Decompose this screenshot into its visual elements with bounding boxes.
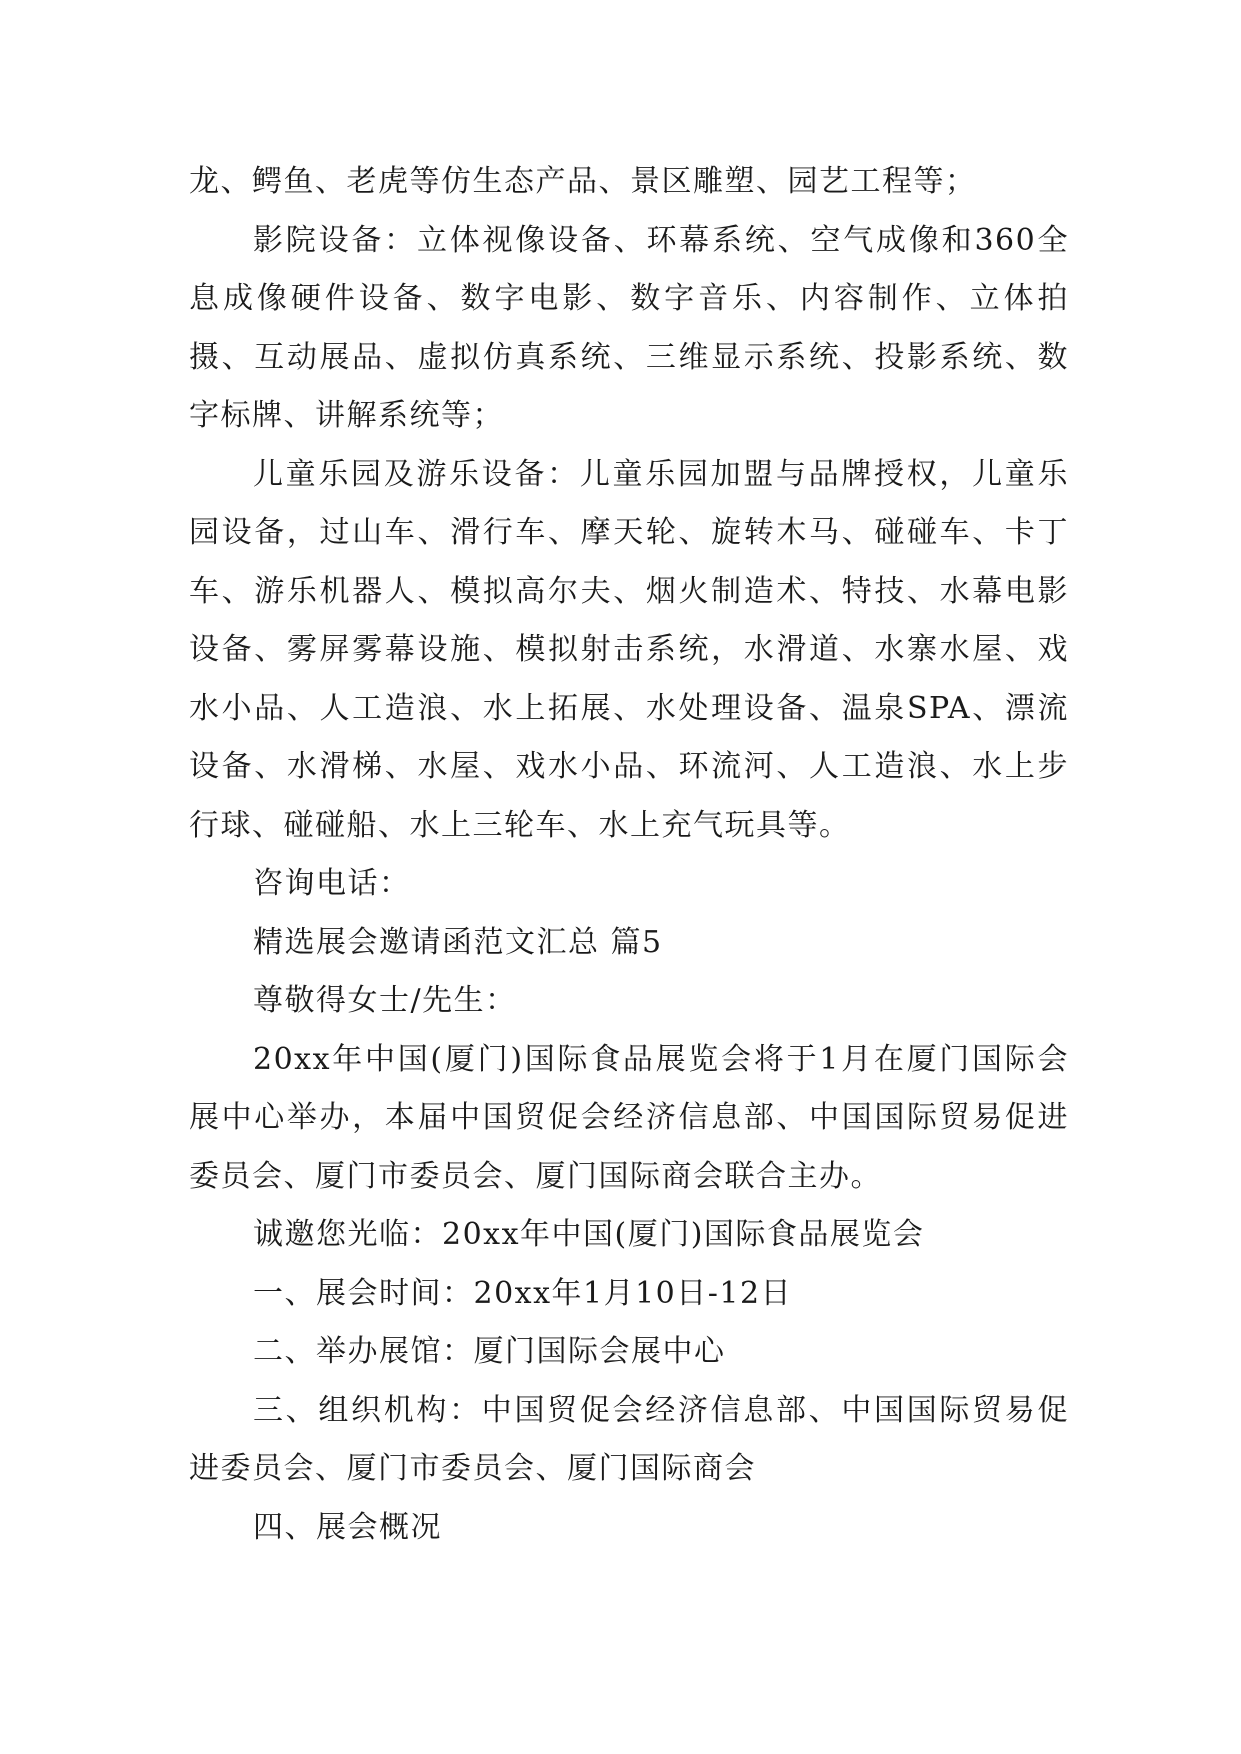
paragraph: 咨询电话： (253, 866, 411, 901)
paragraph: 影院设备：立体视像设备、环幕系统、空气成像和360全息成像硬件设备、数字电影、数字音乐、内容制作、立体拍摄、互动展品、虚拟仿真系统、三维显示系统、投影系统、数字标牌、讲解系统等； (189, 222, 1069, 433)
section-heading: 精选展会邀请函范文汇总 篇5 (253, 924, 663, 960)
list-item: 二、举办展馆：厦门国际会展中心 (253, 1334, 726, 1369)
list-item: 四、展会概况 (253, 1509, 442, 1545)
document-body (189, 153, 1069, 1557)
paragraph: 诚邀您光临：20xx年中国(厦门)国际食品展览会 (253, 1217, 925, 1252)
paragraph: 儿童乐园及游乐设备：儿童乐园加盟与品牌授权，儿童乐园设备，过山车、滑行车、摩天轮、旋转木马、碰碰车、卡丁车、游乐机器人、模拟高尔夫、烟火制造术、特技、水幕电影设备、雾屏雾幕设施、模拟射击系统，水滑道、水寨水屋、戏水小品、人工造浪、水上拓展、水处理设备、温泉SPA、漂流设备、水滑梯、水屋、戏水小品、环流河、人工造浪、水上步行球、碰碰船、水上三轮车、水上充气玩具等。 (189, 456, 1069, 843)
paragraph: 20xx年中国(厦门)国际食品展览会将于1月在厦门国际会展中心举办，本届中国贸促会经济信息部、中国国际贸易促进委员会、厦门市委员会、厦门国际商会联合主办。 (189, 1041, 1069, 1194)
paragraph: 龙、鳄鱼、老虎等仿生态产品、景区雕塑、园艺工程等； (189, 164, 977, 199)
salutation: 尊敬得女士/先生： (253, 983, 517, 1018)
list-item: 一、展会时间：20xx年1月10日-12日 (253, 1275, 793, 1311)
list-item: 三、组织机构：中国贸促会经济信息部、中国国际贸易促进委员会、厦门市委员会、厦门国际商会 (189, 1392, 1069, 1486)
